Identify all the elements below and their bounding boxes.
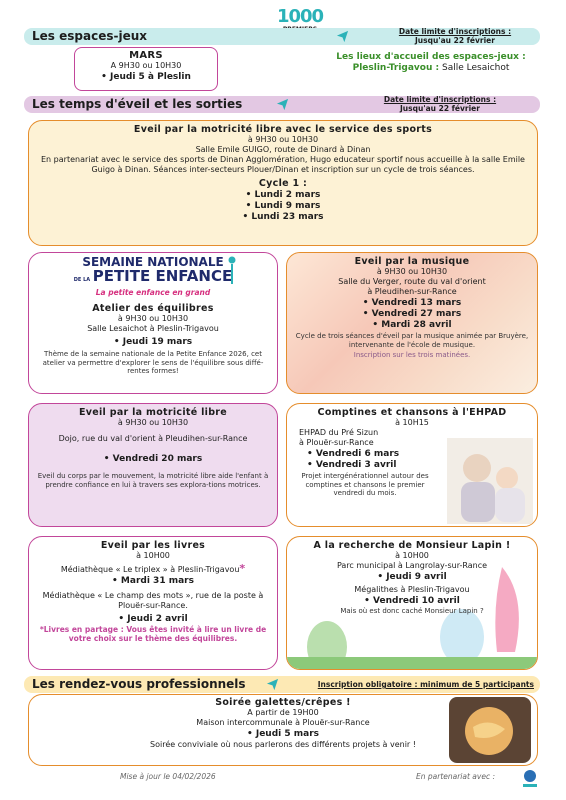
- section-bar-pro: [24, 676, 540, 693]
- footer-updated: Mise à jour le 04/02/2026: [120, 772, 216, 781]
- deadline-eveil: Date limite d'inscriptions : Jusqu'au 22 février: [383, 95, 497, 113]
- crepe-photo: [449, 697, 531, 763]
- card-monsieur-lapin: A la recherche de Monsieur Lapin ! à 10H00 Parc municipal à Langrolay-sur-Rance • Jeudi 9 avril Mégalithes à Pleslin-Trigavou • Vendredi 10 avril Mais où est donc caché Monsieur Lapin ?: [286, 536, 538, 670]
- logo-1000-premiers-jours: 1000: [276, 6, 324, 27]
- footer-partner: En partenariat avec :: [416, 772, 495, 781]
- card-eveil-livres: Eveil par les livres à 10H00 Médiathèque « Le triplex » à Pleslin-Trigavou* • Mardi 31 mars Médiathèque « Le champ des mots », rue de la poste à Plouër-sur-Rance. • Jeudi 2 avril *Livres en partage : Vous êtes invité à lire un livre de votre choix sur le thème des équilibres.: [28, 536, 278, 670]
- send-arrow-icon: [276, 98, 289, 111]
- card-comptines: Comptines et chansons à l'EHPAD à 10H15 EHPAD du Pré Sizun à Plouër-sur-Rance • Vendredi 6 mars • Vendredi 3 avril Projet intergénérationnel autour des comptines et chansons le premier vendredi du mois.: [286, 403, 538, 527]
- send-arrow-icon: [336, 30, 349, 43]
- partner-logo: [521, 768, 539, 794]
- flamingo-icon: [223, 256, 241, 286]
- card-motricite-libre: Eveil par la motricité libre à 9H30 ou 10H30 Dojo, rue du val d'orient à Pleudihen-sur-Rance • Vendredi 20 mars Eveil du corps par le mouvement, la motricité libre aide l'enfant à prendre confiance en lui à travers ses explora-tions motrices.: [28, 403, 278, 527]
- deadline-espaces: Date limite d'inscriptions : Jusqu'au 22 février: [398, 27, 512, 45]
- semaine-nationale-logo: SEMAINE NATIONALE DE LA PETITE ENFANCE La petite enfance en grand: [29, 256, 277, 304]
- section-title: Les espaces-jeux: [32, 29, 147, 43]
- grandmother-baby-photo: [447, 438, 533, 524]
- section-title: Les rendez-vous professionnels: [32, 677, 246, 691]
- section-title: Les temps d'éveil et les sorties: [32, 97, 243, 111]
- card-galettes: Soirée galettes/crêpes ! A partir de 19H00 Maison intercommunale à Plouër-sur-Rance • Jeudi 5 mars Soirée conviviale où nous parlerons des différents projets à venir !: [28, 694, 538, 766]
- card-atelier-equilibres: SEMAINE NATIONALE DE LA PETITE ENFANCE La petite enfance en grand Atelier des équilibres à 9H30 ou 10H30 Salle Lesaichot à Pleslin-Trigavou • Jeudi 19 mars Thème de la semaine nationale de la Petite Enfance 2026, cet atelier va permettre d'explorer le sens de l'équilibre sous diffé-rentes formes!: [28, 252, 278, 394]
- lieux-accueil: Les lieux d'accueil des espaces-jeux : Pleslin-Trigavou : Salle Lesaichot: [336, 52, 526, 73]
- pro-notice: Inscription obligatoire : minimum de 5 participants: [317, 680, 534, 689]
- card-motricite-sports: Eveil par la motricité libre avec le service des sports à 9H30 ou 10H30 Salle Emile GUIGO, route de Dinard à Dinan En partenariat avec le service des sports de Dinan Agglomération, Hugo educateur sportif nous accueille à la salle Emile Guigo à Dinan. Séances inter-secteurs Plouer/Dinan et inscription sur un cycle de trois séances. Cycle 1 : • Lundi 2 mars • Lundi 9 mars • Lundi 23 mars: [28, 120, 538, 246]
- send-arrow-icon: [266, 678, 279, 691]
- card-eveil-musique: Eveil par la musique à 9H30 ou 10H30 Salle du Verger, route du val d'orient à Pleudihen-sur-Rance • Vendredi 13 mars • Vendredi 27 mars • Mardi 28 avril Cycle de trois séances d'éveil par la musique animée par Bruyère, intervenante de l'école de musique. Inscription sur les trois matinées.: [286, 252, 538, 394]
- mars-box: MARS A 9H30 ou 10H30 • Jeudi 5 à Pleslin: [74, 47, 218, 91]
